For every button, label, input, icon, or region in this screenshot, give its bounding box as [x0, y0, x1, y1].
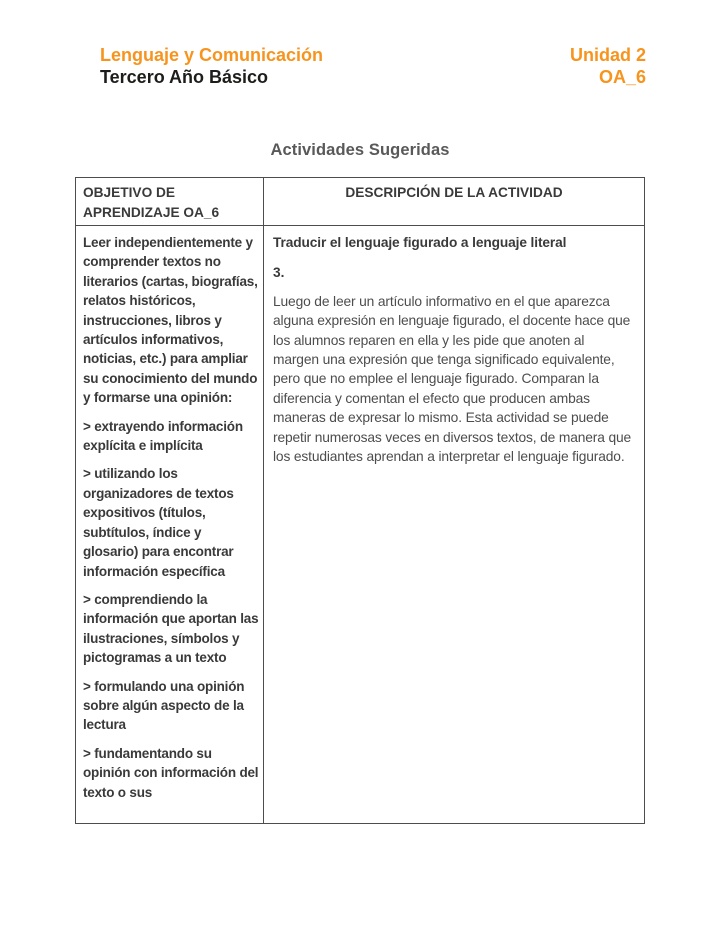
objective-cell-content — [76, 226, 263, 817]
header-left-block — [100, 44, 323, 88]
objective-cell — [76, 226, 264, 824]
objective-paragraph: Leer independientemente y comprender textos no literarios (cartas, biografías, relatos históricos, instrucciones, libros y artículos informativos, noticias, etc.) para ampliar su conocimiento del mundo y formarse una opinión: — [83, 235, 258, 406]
objective-paragraph: > utilizando los organizadores de textos expositivos (títulos, subtítulos, índice y glosario) para encontrar información específica — [83, 466, 234, 579]
activity-heading: Traducir el lenguaje figurado a lenguaje literal — [273, 235, 567, 250]
subject-title: Lenguaje y Comunicación — [100, 45, 324, 65]
oa-code-label: OA_6 — [598, 67, 646, 87]
objective-paragraph: > comprendiendo la información que aportan las ilustraciones, símbolos y pictogramas a un texto — [83, 591, 259, 666]
activities-table — [75, 177, 645, 824]
table-header-row — [76, 178, 645, 226]
objective-paragraph: > extrayendo información explícita e implícita — [83, 418, 243, 454]
unit-label: Unidad 2 — [569, 45, 646, 65]
activity-description: Luego de leer un artículo informativo en el que aparezca alguna expresión en lenguaje figurado, el docente hace que los alumnos reparen en ella y les pide que anoten al margen una expresión que tenga significado equivalente, pero que no emplee el lenguaje figurado. Comparan la diferencia y comentan el efecto que producen ambas maneras de expresar lo mismo. Esta actividad se puede repetir numerosas veces en diversos textos, de manera que los estudiantes aprendan a interpretar el lenguaje figurado. — [273, 293, 632, 465]
table-body-row — [76, 226, 645, 824]
grade-title: Tercero Año Básico — [100, 67, 269, 87]
document-header — [0, 0, 720, 88]
activity-number: 3. — [273, 265, 285, 281]
objective-paragraph: > formulando una opinión sobre algún aspecto de la lectura — [83, 678, 245, 733]
activity-cell-content — [264, 226, 644, 817]
page-title: Actividades Sugeridas — [270, 141, 450, 159]
activity-cell — [264, 226, 645, 824]
objective-paragraph: > fundamentando su opinión con información del texto o sus — [83, 745, 259, 800]
column-header-description: DESCRIPCIÓN DE LA ACTIVIDAD — [264, 178, 645, 226]
header-right-block — [570, 44, 646, 88]
column-header-objective: OBJETIVO DE APRENDIZAJE OA_6 — [76, 178, 264, 226]
